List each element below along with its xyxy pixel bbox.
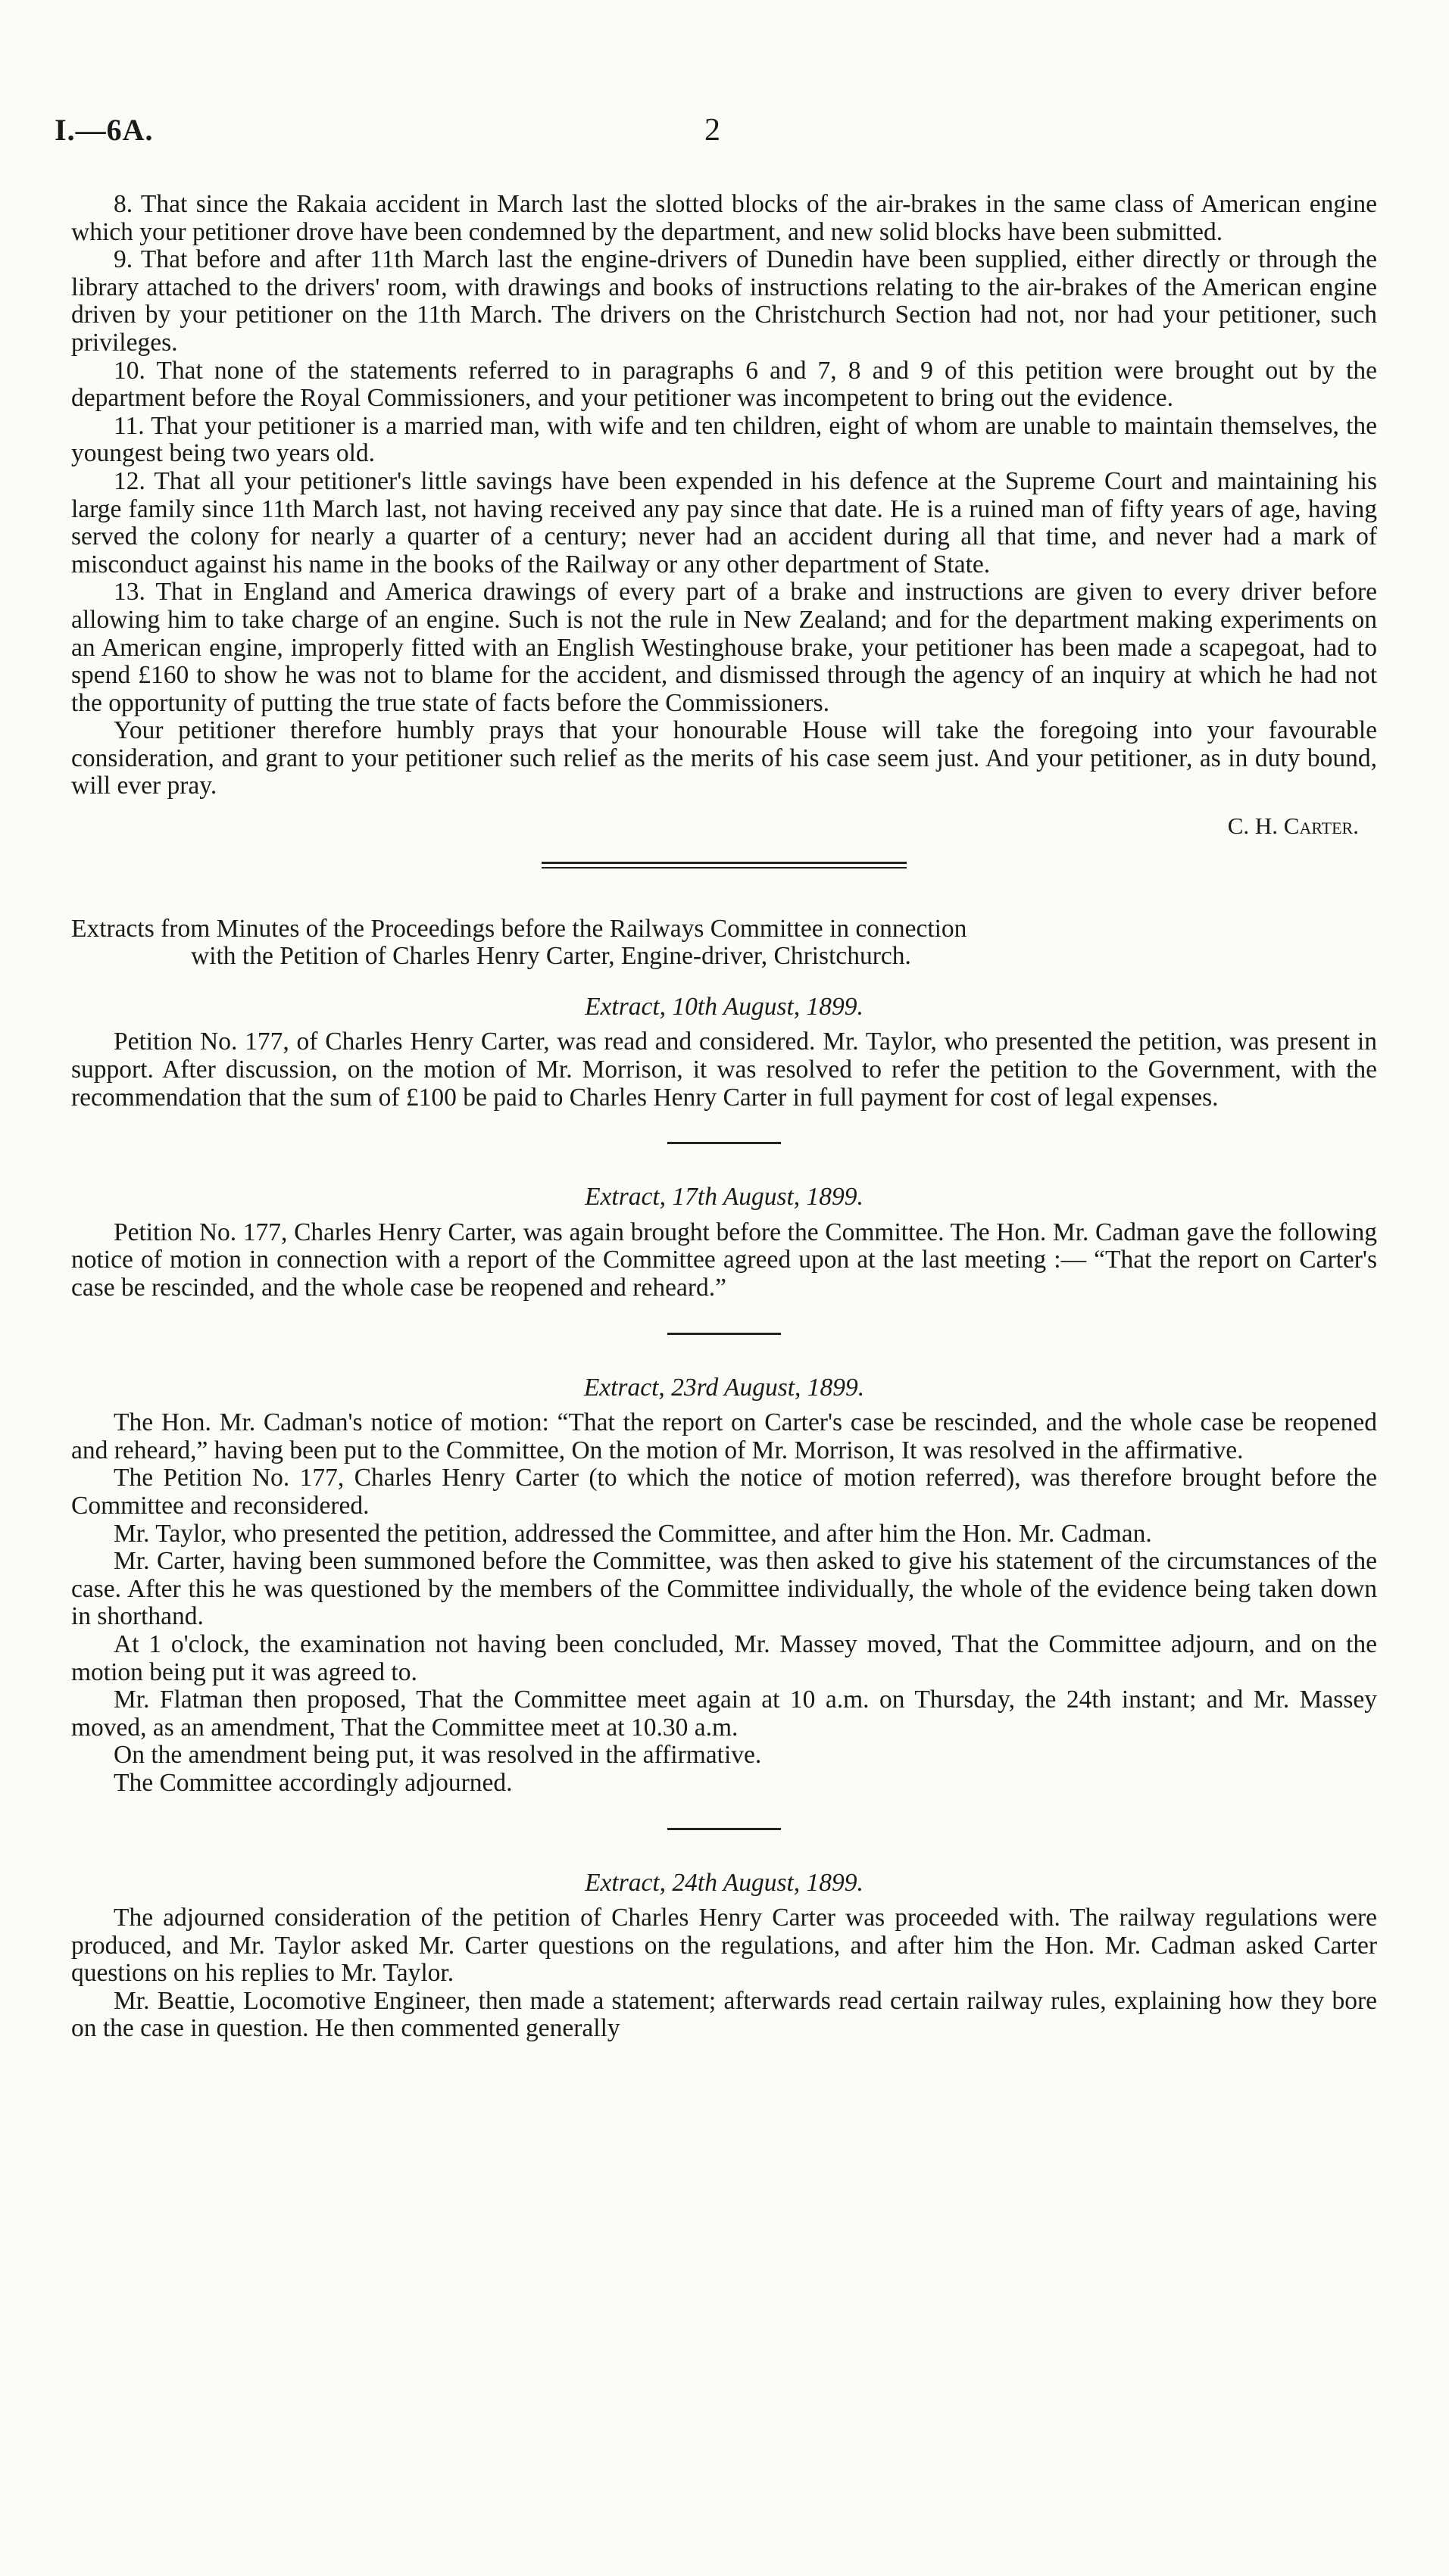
- extract-paragraph: The Committee accordingly adjourned.: [114, 1768, 513, 1797]
- petition-paragraph-12: 12. That all your petitioner's little savings have been expended in his defence at the Supreme Court and maintaining his large family since 11th March last, not having received any pay since that date. He is a ruined man of fifty years of age, having served the colony for nearly a quarter of a century; never had an accident during all that time, and never had a mark of misconduct against his name in the books of the Railway or any other department of State.: [71, 466, 1377, 579]
- extract-17th-august: [71, 1184, 1377, 1302]
- extract-paragraph: Mr. Carter, having been summoned before the Committee, was then asked to give his statement of the circumstances of the case. After this he was questioned by the members of the Committee individually, the whole of the evidence being taken down in shorthand.: [71, 1547, 1377, 1631]
- extracts-heading-line-2: with the Petition of Charles Henry Carter, Engine-driver, Christchurch.: [191, 942, 911, 971]
- extract-paragraph: Mr. Beattie, Locomotive Engineer, then made a statement; afterwards read certain railway rules, explaining how they bore on the case in question. He then commented generally: [71, 1986, 1377, 2043]
- page-number: 2: [704, 113, 720, 148]
- extract-title: Extract, 23rd August, 1899.: [583, 1373, 865, 1402]
- page-header: [55, 112, 1394, 157]
- petition-paragraph-13: 13. That in England and America drawings of every part of a brake and instructions are given to every driver before allowing him to take charge of an engine. Such is not the rule in New Zealand; and for the department making experiments on an American engine, improperly fitted with an English Westinghouse brake, your petitioner has been made a scapegoat, had to spend £160 to show he was not to blame for the accident, and dismissed through the agency of an inquiry at which he had not the opportunity of putting the true state of facts before the Commissioners.: [71, 578, 1377, 717]
- double-divider: [542, 862, 907, 869]
- divider: [667, 1828, 781, 1830]
- extract-23rd-august: [71, 1374, 1377, 1798]
- extracts-heading-line-1: Extracts from Minutes of the Proceedings before the Railways Committee in connection: [71, 914, 967, 943]
- extracts-heading: [71, 915, 1377, 971]
- extract-title: Extract, 17th August, 1899.: [585, 1183, 863, 1212]
- petition-paragraph-10: 10. That none of the statements referred to in paragraphs 6 and 7, 8 and 9 of this petition were brought out by the department before the Royal Commissioners, and your petitioner was incompetent to bring out the evidence.: [71, 356, 1377, 413]
- extract-10th-august: [71, 993, 1377, 1112]
- petition-paragraph-9: 9. That before and after 11th March last the engine-drivers of Dunedin have been supplied, either directly or through the library attached to the drivers' room, with drawings and books of instructions relating to the air-brakes of the American engine driven by your petitioner on the 11th March. The drivers on the Christchurch Section had not, nor had your petitioner, such privileges.: [71, 245, 1377, 357]
- extract-title: Extract, 10th August, 1899.: [585, 992, 863, 1021]
- extract-paragraph: Mr. Taylor, who presented the petition, addressed the Committee, and after him the Hon. Mr. Cadman.: [114, 1519, 1152, 1548]
- extract-title: Extract, 24th August, 1899.: [585, 1868, 863, 1897]
- extract-paragraph: Mr. Flatman then proposed, That the Committee meet again at 10 a.m. on Thursday, the 24th instant; and Mr. Massey moved, as an amendment, That the Committee meet at 10.30 a.m.: [71, 1686, 1377, 1742]
- extract-paragraph: On the amendment being put, it was resolved in the affirmative.: [114, 1741, 762, 1770]
- extract-paragraph: Petition No. 177, of Charles Henry Carter, was read and considered. Mr. Taylor, who presented the petition, was present in support. After discussion, on the motion of Mr. Morrison, it was resolved to refer the petition to the Government, with the recommendation that the sum of £100 be paid to Charles Henry Carter in full payment for cost of legal expenses.: [71, 1028, 1377, 1112]
- extract-paragraph: The Petition No. 177, Charles Henry Carter (to which the notice of motion referred), was therefore brought before the Committee and reconsidered.: [71, 1464, 1377, 1520]
- divider: [667, 1142, 781, 1144]
- document-body: [71, 191, 1377, 2043]
- document-reference: I.—6A.: [55, 113, 154, 147]
- extract-paragraph: The adjourned consideration of the petition of Charles Henry Carter was proceeded with. The railway regulations were produced, and Mr. Taylor asked Mr. Carter questions on the regulations, and after him the Hon. Mr. Cadman asked Carter questions on his replies to Mr. Taylor.: [71, 1904, 1377, 1988]
- divider: [667, 1333, 781, 1335]
- petition-section: [71, 191, 1377, 840]
- petition-prayer: Your petitioner therefore humbly prays that your honourable House will take the foregoing into your favourable consideration, and grant to your petitioner such relief as the merits of his case seem just. And your petitioner, as in duty bound, will ever pray.: [71, 716, 1377, 800]
- extract-paragraph: At 1 o'clock, the examination not having been concluded, Mr. Massey moved, That the Committee adjourn, and on the motion being put it was agreed to.: [71, 1629, 1377, 1686]
- extract-24th-august: [71, 1870, 1377, 2044]
- signature: C. H. Carter.: [1227, 812, 1359, 840]
- petition-paragraph-8: 8. That since the Rakaia accident in March last the slotted blocks of the air-brakes in the same class of American engine which your petitioner drove have been condemned by the department, and new solid blocks have been submitted.: [71, 190, 1377, 246]
- extract-paragraph: The Hon. Mr. Cadman's notice of motion: “That the report on Carter's case be rescinded, and the whole case be reopened and reheard,” having been put to the Committee, On the motion of Mr. Morrison, It was resolved in the affirmative.: [71, 1408, 1377, 1464]
- extract-paragraph: Petition No. 177, Charles Henry Carter, was again brought before the Committee. The Hon. Mr. Cadman gave the following notice of motion in connection with a report of the Committee agreed upon at the last meeting :— “That the report on Carter's case be rescinded, and the whole case be reopened and reheard.”: [71, 1218, 1377, 1302]
- petition-paragraph-11: 11. That your petitioner is a married man, with wife and ten children, eight of whom are unable to maintain themselves, the youngest being two years old.: [71, 411, 1377, 468]
